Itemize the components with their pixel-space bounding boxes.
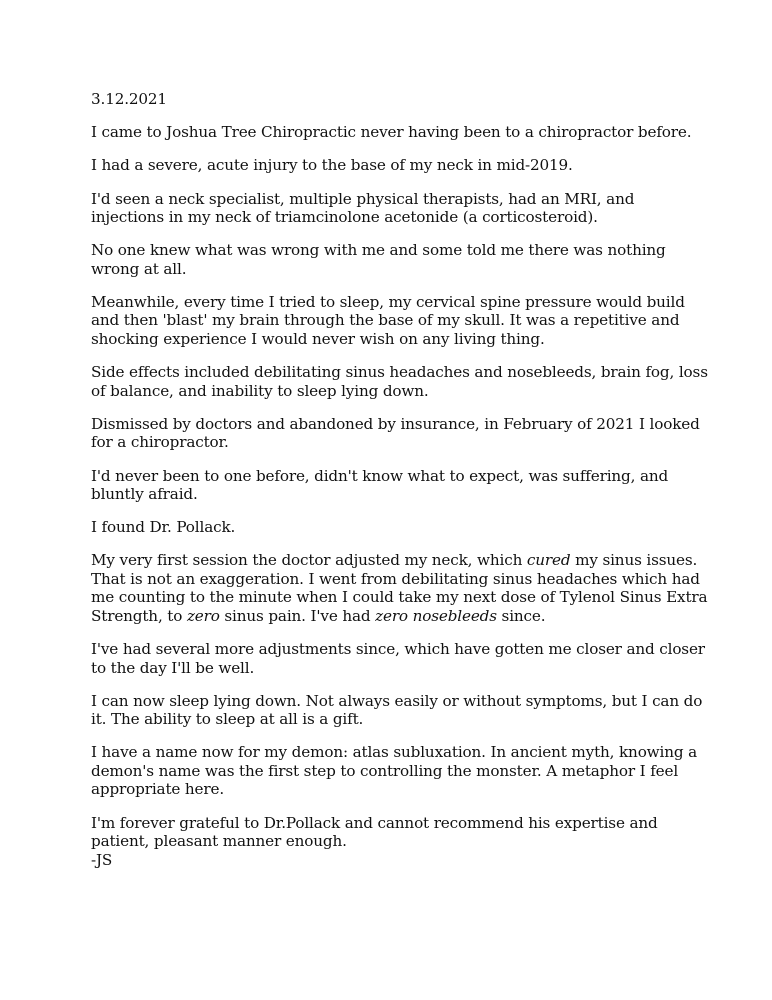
signature: -JS (91, 850, 113, 869)
emphasis-zero-nosebleeds: zero nosebleeds (375, 606, 497, 625)
paragraph-first-session-part-1: My very first session the doctor adjusted my neck, which (91, 551, 527, 570)
paragraph-first-session (91, 551, 711, 625)
paragraph-first-session-part-3: sinus pain. I've had (219, 606, 376, 625)
emphasis-zero: zero (186, 606, 220, 625)
paragraph-injury: I had a severe, acute injury to the base of my neck in mid-2019. (91, 156, 573, 175)
paragraph-demon: I have a name now for my demon: atlas subluxation. In ancient myth, knowing a demon's name was the first step to controlling the monster. A metaphor I feel appropriate here. (91, 743, 698, 799)
paragraph-dismissed: Dismissed by doctors and abandoned by insurance, in February of 2021 I looked for a chiropractor. (91, 414, 700, 452)
paragraph-side-effects: Side effects included debilitating sinus headaches and nosebleeds, brain fog, loss of balance, and inability to sleep lying down. (91, 363, 708, 400)
paragraph-more-adjustments: I've had several more adjustments since, which have gotten me closer and closer to the day I'll be well. (91, 640, 705, 677)
paragraph-no-diagnosis: No one knew what was wrong with me and some told me there was nothing wrong at all. (91, 241, 666, 278)
paragraph-afraid: I'd never been to one before, didn't know what to expect, was suffering, and bluntly afraid. (91, 466, 669, 503)
paragraph-first-session-part-4: since. (496, 606, 546, 625)
paragraph-first-session-part-2: my sinus issues. That is not an exaggeration. I went from debilitating sinus headaches which had me counting to the minute when I could take my next dose of Tylenol Sinus Extra Strength, to (91, 551, 708, 625)
paragraph-treatments: I'd seen a neck specialist, multiple physical therapists, had an MRI, and injections in my neck of triamcinolone acetonide (a corticosteroid). (91, 189, 635, 227)
paragraph-sleep: I can now sleep lying down. Not always easily or without symptoms, but I can do it. The ability to sleep at all is a gift. (91, 691, 703, 729)
paragraph-grateful: I'm forever grateful to Dr.Pollack and cannot recommend his expertise and patient, pleasant manner enough. (91, 813, 658, 851)
paragraph-symptoms: Meanwhile, every time I tried to sleep, my cervical spine pressure would build and then 'blast' my brain through the base of my skull. It was a repetitive and shocking experience I would never wish on any living thing. (91, 292, 685, 348)
paragraph-intro: I came to Joshua Tree Chiropractic never having been to a chiropractor before. (91, 123, 692, 142)
letter-date: 3.12.2021 (91, 90, 167, 108)
emphasis-cured: cured (526, 551, 571, 570)
paragraph-found-doctor: I found Dr. Pollack. (91, 518, 236, 537)
testimonial-letter (91, 90, 711, 869)
